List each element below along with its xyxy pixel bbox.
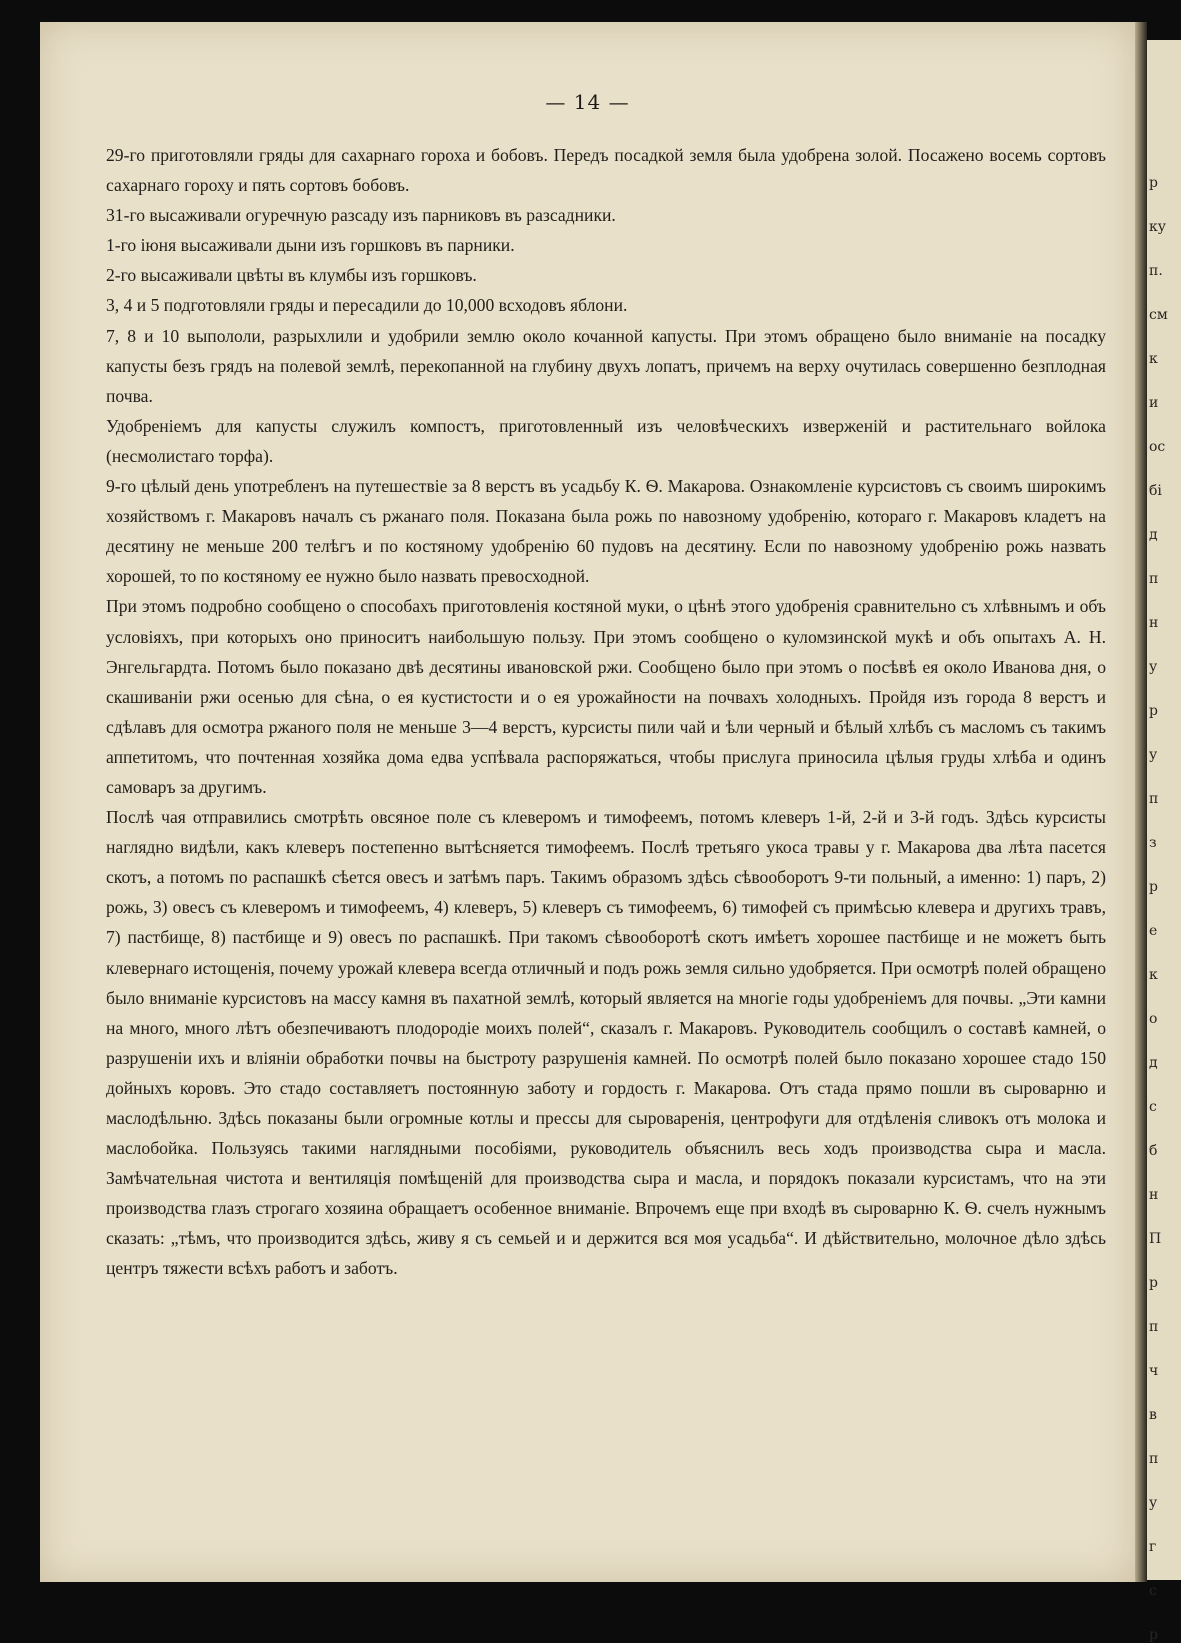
paragraph: 9-го цѣлый день употребленъ на путешествіе за 8 верстъ въ усадьбу К. Ѳ. Макарова. Ознакомленіе курсистовъ съ своимъ широкимъ хозяйствомъ г. Макаровъ началъ съ ржанаго поля. Показана была рожь по навозному удобренію, котораго г. Макаровъ кладетъ на десятину не меньше 200 телѣгъ и по костяному удобренію 60 пудовъ на десятину. Если по навозному удобренію рожь назвать хорошей, то по костяному ее нужно было назвать превосходной. [106, 476, 1106, 587]
adjacent-page-text: к [1149, 967, 1158, 983]
adjacent-page-text: п. [1149, 263, 1163, 279]
adjacent-page-text: и [1149, 395, 1159, 411]
adjacent-page-text: н [1149, 615, 1159, 631]
adjacent-page-text: см [1149, 307, 1168, 323]
adjacent-page-text: с [1149, 1583, 1157, 1599]
adjacent-page-text: р [1149, 879, 1158, 895]
adjacent-page-text: е [1149, 923, 1158, 939]
adjacent-page-text: р [1149, 1627, 1158, 1643]
paragraph: 1-го іюня высаживали дыни изъ горшковъ въ парники. [106, 235, 515, 256]
adjacent-page-text: р [1149, 703, 1158, 719]
adjacent-page-text: к [1149, 351, 1158, 367]
adjacent-page-text: н [1149, 1187, 1159, 1203]
paragraph: Удобреніемъ для капусты служилъ компостъ, приготовленный изъ человѣческихъ изверженій и растительнаго войлока (несмолистаго торфа). [106, 415, 1106, 466]
adjacent-page-text: р [1149, 1275, 1158, 1291]
adjacent-page-text: ос [1149, 439, 1166, 455]
adjacent-page-text: у [1149, 659, 1158, 675]
paragraph: 3, 4 и 5 подготовляли гряды и пересадили до 10,000 всходовъ яблони. [106, 295, 628, 316]
paragraph: 2-го высаживали цвѣты въ клумбы изъ горшковъ. [106, 265, 477, 286]
adjacent-page-text: д [1149, 527, 1158, 543]
adjacent-page-text: в [1149, 1407, 1157, 1423]
adjacent-page-text: бі [1149, 483, 1162, 499]
page-body [106, 140, 1106, 1284]
adjacent-page-text: с [1149, 1099, 1157, 1115]
adjacent-page-text: п [1149, 791, 1159, 807]
adjacent-page-text: р [1149, 175, 1158, 191]
page-edge-shadow [1135, 22, 1147, 1582]
paragraph: 7, 8 и 10 выпололи, разрыхлили и удобрили землю около кочанной капусты. При этомъ обращено было вниманіе на посадку капусты безъ грядъ на полевой землѣ, перекопанной на глубину двухъ лопатъ, причемъ на верху очутилась совершенно безплодная почва. [106, 325, 1106, 406]
paragraph: При этомъ подробно сообщено о способахъ приготовленія костяной муки, о цѣнѣ этого удобренія сравнительно съ хлѣвнымъ и объ условіяхъ, при которыхъ оно приноситъ наибольшую пользу. При этомъ сообщено о куломзинской мукѣ и объ опытахъ А. Н. Энгельгардта. Потомъ было показано двѣ десятины ивановской ржи. Сообщено было при этомъ о посѣвѣ ея около Иванова дня, о скашиваніи ржи осенью для сѣна, о ея кустистости и о ея урожайности на почвахъ холодныхъ. Пройдя изъ города 8 верстъ и сдѣлавъ для осмотра ржаного поля не меньше 3—4 верстъ, курсисты пили чай и ѣли черный и бѣлый хлѣбъ съ масломъ съ такимъ аппетитомъ, что почтенная хозяйка дома едва успѣвала распоряжаться, чтобы прислуга приносила цѣлыя груды хлѣба и одинъ самоваръ за другимъ. [106, 596, 1106, 797]
book-page [40, 22, 1135, 1582]
page-number: — 14 — [545, 90, 630, 114]
adjacent-page-text: ку [1149, 219, 1166, 235]
adjacent-page-text: п [1149, 1451, 1159, 1467]
adjacent-page-fragment [1147, 40, 1181, 1643]
paragraph: 31-го высаживали огуречную разсаду изъ парниковъ въ разсадники. [106, 205, 616, 226]
adjacent-page-text: д [1149, 1055, 1158, 1071]
adjacent-page-text: б [1149, 1143, 1158, 1159]
adjacent-page-text: ч [1149, 1363, 1159, 1379]
adjacent-page-text: у [1149, 747, 1158, 763]
adjacent-page-text: о [1149, 1011, 1158, 1027]
paragraph: 29-го приготовляли гряды для сахарнаго гороха и бобовъ. Передъ посадкой земля была удобрена золой. Посажено восемь сортовъ сахарнаго гороху и пять сортовъ бобовъ. [106, 145, 1106, 196]
adjacent-page-text: г [1149, 1539, 1157, 1555]
paragraph: Послѣ чая отправились смотрѣть овсяное поле съ клеверомъ и тимофеемъ, потомъ клеверъ 1-й, 2-й и 3-й годъ. Здѣсь курсисты наглядно видѣли, какъ клеверъ постепенно вытѣсняется тимофеемъ. Послѣ третьяго укоса травы у г. Макарова два лѣта пасется скотъ, а потомъ по распашкѣ сѣется овесъ и затѣмъ паръ. Такимъ образомъ здѣсь сѣвооборотъ 9-ти польный, а именно: 1) паръ, 2) рожь, 3) овесъ съ клеверомъ и тимофеемъ, 4) клеверъ, 5) клеверъ съ тимофеемъ, 6) тимофей съ примѣсью клевера и другихъ травъ, 7) пастбище, 8) пастбище и 9) овесъ по распашкѣ. При такомъ сѣвооборотѣ скотъ имѣетъ хорошее пастбище и не можетъ быть клевернаго истощенія, почему урожай клевера всегда отличный и подъ рожь земля сильно удобряется. При осмотрѣ полей обращено было вниманіе курсистовъ на массу камня въ пахатной землѣ, который является на многіе годы удобреніемъ для почвы. „Эти камни на много, много лѣтъ обезпечиваютъ плодородіе моихъ полей“, сказалъ г. Макаровъ. Руководитель сообщилъ о составѣ камней, о разрушеніи ихъ и вліяніи обработки почвы на быстроту разрушенія камней. По осмотрѣ полей было показано хорошее стадо 150 дойныхъ коровъ. Это стадо составляетъ постоянную заботу и гордость г. Макарова. Отъ стада прямо пошли въ сыроварню и маслодѣльню. Здѣсь показаны были огромные котлы и прессы для сыроваренія, центрофуги для отдѣленія сливокъ отъ молока и маслобойка. Пользуясь такими наглядными пособіями, руководитель объяснилъ весь ходъ производства сыра и масла. Замѣчательная чистота и вентиляція помѣщеній для производства сыра и масла, и порядокъ показали курсистамъ, что на эти производства глазъ строгаго хозяина обращаетъ особенное вниманіе. Впрочемъ еще при входѣ въ сыроварню К. Ѳ. счелъ нужнымъ сказать: „тѣмъ, что производится здѣсь, живу я съ семьей и и держится вся моя усадьба“. И дѣйствительно, молочное дѣло здѣсь центръ тяжести всѣхъ работъ и заботъ. [106, 807, 1106, 1279]
adjacent-page-text: П [1149, 1231, 1162, 1247]
adjacent-page-text: п [1149, 571, 1159, 587]
adjacent-page-text: з [1149, 835, 1157, 851]
adjacent-page-text: у [1149, 1495, 1158, 1511]
adjacent-page-text: п [1149, 1319, 1159, 1335]
